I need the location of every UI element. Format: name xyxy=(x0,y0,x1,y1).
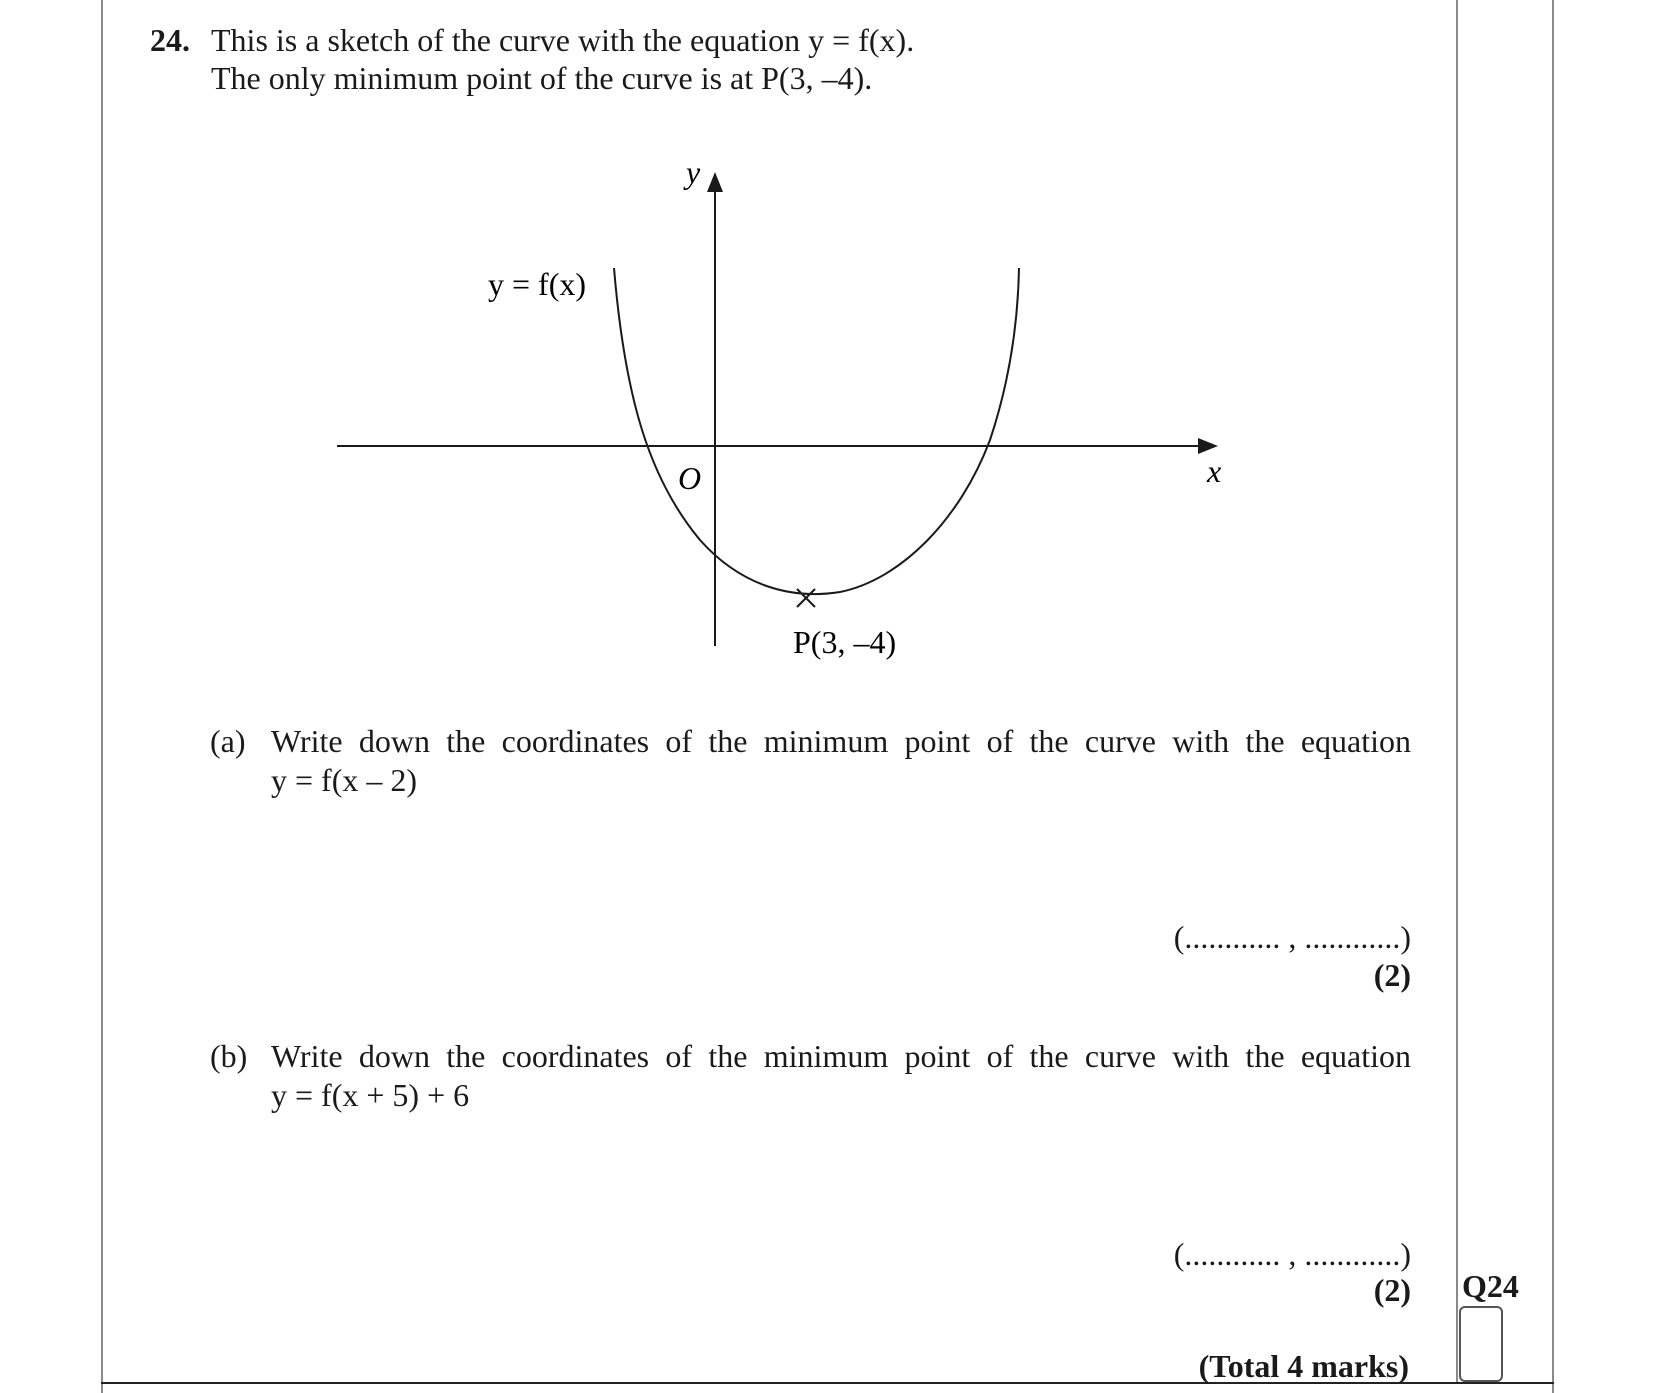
question-line-2: The only minimum point of the curve is at P(3, –4). xyxy=(211,60,873,96)
part-a-equation: y = f(x – 2) xyxy=(271,762,418,798)
minimum-point-marker xyxy=(797,589,815,607)
origin-label: O xyxy=(678,460,702,496)
y-axis-arrow xyxy=(707,172,723,192)
question-number: 24. xyxy=(150,22,190,58)
curve-y-equals-f-x xyxy=(614,268,1019,594)
curve-label: y = f(x) xyxy=(488,266,587,302)
question-code: Q24 xyxy=(1462,1268,1519,1304)
part-a-answer-line[interactable]: (............ , ............) xyxy=(1173,919,1411,955)
examiner-mark-box[interactable] xyxy=(1459,1306,1503,1382)
part-b-text: Write down the coordinates of the minimum point of the curve with the equation xyxy=(271,1038,1411,1074)
part-b-label: (b) xyxy=(210,1038,248,1074)
part-a-marks: (2) xyxy=(1373,957,1411,993)
x-axis-arrow xyxy=(1198,438,1218,454)
point-label: P(3, –4) xyxy=(793,624,897,660)
question-line-1: This is a sketch of the curve with the equation y = f(x). xyxy=(211,22,915,58)
part-a-text: Write down the coordinates of the minimum point of the curve with the equation xyxy=(271,723,1411,759)
x-axis-label: x xyxy=(1207,453,1222,489)
part-b-answer-line[interactable]: (............ , ............) xyxy=(1173,1236,1411,1272)
part-b-equation: y = f(x + 5) + 6 xyxy=(271,1077,470,1113)
total-marks: (Total 4 marks) xyxy=(1198,1348,1409,1384)
part-b-marks: (2) xyxy=(1373,1272,1411,1308)
part-a-label: (a) xyxy=(210,723,246,759)
y-axis-label: y xyxy=(686,154,701,190)
